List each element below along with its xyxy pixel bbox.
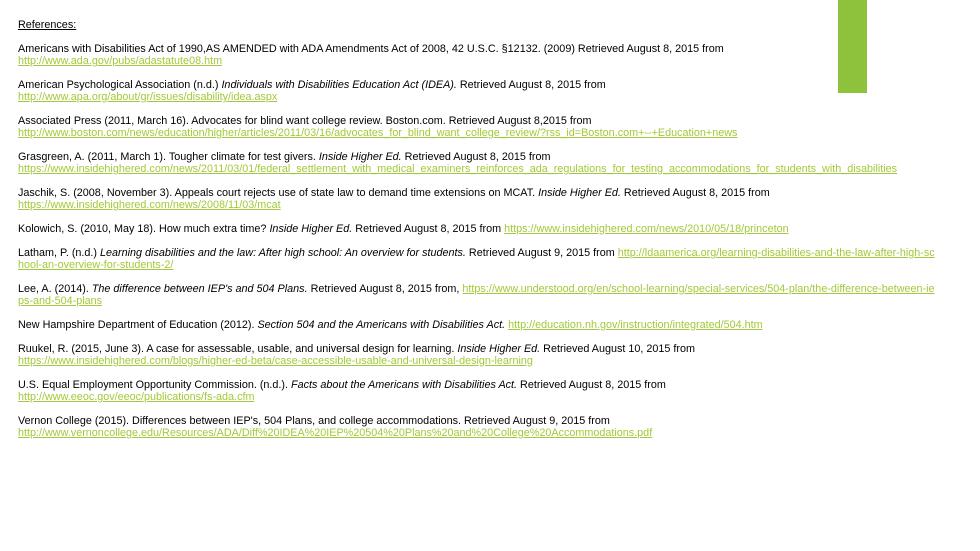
reference-link[interactable]: http://www.apa.org/about/gr/issues/disability/idea.aspx: [18, 91, 278, 103]
reference-retrieval-text: Retrieved August 8, 2015 from: [517, 379, 666, 391]
references-slide: [18, 19, 938, 451]
reference-text: Latham, P. (n.d.): [18, 247, 101, 259]
reference-text: Jaschik, S. (2008, November 3). Appeals court rejects use of state law to demand time extensions on MCAT.: [18, 187, 539, 199]
reference-source-title: Inside Higher Ed.: [457, 343, 541, 355]
reference-link[interactable]: https://www.insidehighered.com/news/2011/03/01/federal_settlement_with_medical_examiners_reinforces_ada_regulations_for_testing_accommodations_for_students_with_disabilities: [18, 163, 898, 175]
reference-source-title: Inside Higher Ed.: [269, 223, 353, 235]
reference-entry: [18, 223, 938, 235]
reference-text: U.S. Equal Employment Opportunity Commission. (n.d.).: [18, 379, 292, 391]
reference-text: American Psychological Association (n.d.): [18, 79, 222, 91]
reference-entry: [18, 115, 938, 139]
reference-source-title: Inside Higher Ed.: [538, 187, 621, 199]
reference-entry: [18, 79, 938, 103]
reference-source-title: Learning disabilities and the law: After high school: An overview for students.: [100, 247, 466, 259]
reference-link[interactable]: https://www.insidehighered.com/blogs/higher-ed-beta/case-accessible-usable-and-universal-design-learning: [18, 355, 533, 367]
reference-source-title: Individuals with Disabilities Education Act (IDEA).: [221, 79, 457, 91]
reference-list: [18, 43, 938, 439]
reference-text: Kolowich, S. (2010, May 18). How much extra time?: [18, 223, 270, 235]
reference-source-title: Section 504 and the Americans with Disabilities Act.: [257, 319, 506, 331]
reference-link[interactable]: http://www.boston.com/news/education/higher/articles/2011/03/16/advocates_for_blind_want_college_review/?rss_id=Boston.com+--+Education+news: [18, 127, 738, 139]
reference-entry: [18, 283, 938, 307]
reference-retrieval-text: Retrieved August 9, 2015 from: [465, 247, 618, 259]
reference-source-title: The difference between IEP's and 504 Plans.: [91, 283, 308, 295]
reference-retrieval-text: Retrieved August 10, 2015 from: [540, 343, 696, 355]
reference-text: Ruukel, R. (2015, June 3). A case for assessable, usable, and universal design for learning.: [18, 343, 458, 355]
reference-entry: [18, 379, 938, 403]
reference-source-title: Facts about the Americans with Disabilities Act.: [291, 379, 518, 391]
reference-text: Americans with Disabilities Act of 1990,AS AMENDED with ADA Amendments Act of 2008, 42 U.S.C. §12132. (2009) Retrieved August 8, 2015 from: [18, 43, 724, 55]
reference-link[interactable]: http://ldaamerica.org/learning-disabilities-and-the-law-after-high-school-an-overview-for-students-2/: [18, 247, 935, 271]
reference-entry: [18, 343, 938, 367]
reference-entry: [18, 247, 938, 271]
reference-link[interactable]: https://www.insidehighered.com/news/2008/11/03/mcat: [18, 199, 281, 211]
reference-link[interactable]: https://www.understood.org/en/school-learning/special-services/504-plan/the-difference-between-ieps-and-504-plans: [18, 283, 935, 307]
reference-text: Grasgreen, A. (2011, March 1). Tougher climate for test givers.: [18, 151, 319, 163]
references-heading: References:: [18, 19, 77, 31]
reference-entry: [18, 187, 938, 211]
reference-link[interactable]: http://www.ada.gov/pubs/adastatute08.htm: [18, 55, 223, 67]
reference-retrieval-text: Retrieved August 8, 2015 from: [401, 151, 551, 163]
reference-link[interactable]: http://education.nh.gov/instruction/integrated/504.htm: [508, 319, 763, 331]
reference-retrieval-text: Retrieved August 8, 2015 from: [352, 223, 505, 235]
reference-text: Vernon College (2015). Differences between IEP's, 504 Plans, and college accommodations. Retrieved August 9, 2015 from: [18, 415, 610, 427]
reference-retrieval-text: Retrieved August 8, 2015 from: [620, 187, 770, 199]
reference-entry: [18, 151, 938, 175]
reference-link[interactable]: http://www.vernoncollege.edu/Resources/ADA/Diff%20IDEA%20IEP%20504%20Plans%20and%20College%20Accommodations.pdf: [18, 427, 653, 439]
reference-retrieval-text: Retrieved August 8, 2015 from: [456, 79, 606, 91]
reference-text: New Hampshire Department of Education (2012).: [18, 319, 258, 331]
reference-source-title: Inside Higher Ed.: [318, 151, 402, 163]
reference-link[interactable]: https://www.insidehighered.com/news/2010/05/18/princeton: [504, 223, 789, 235]
reference-link[interactable]: http://www.eeoc.gov/eeoc/publications/fs-ada.cfm: [18, 391, 255, 403]
reference-retrieval-text: Retrieved August 8, 2015 from,: [307, 283, 463, 295]
reference-entry: [18, 43, 938, 67]
reference-text: Associated Press (2011, March 16). Advocates for blind want college review. Boston.com. Retrieved August 8,2015 from: [18, 115, 592, 127]
reference-entry: [18, 319, 938, 331]
reference-entry: [18, 415, 938, 439]
reference-text: Lee, A. (2014).: [18, 283, 92, 295]
